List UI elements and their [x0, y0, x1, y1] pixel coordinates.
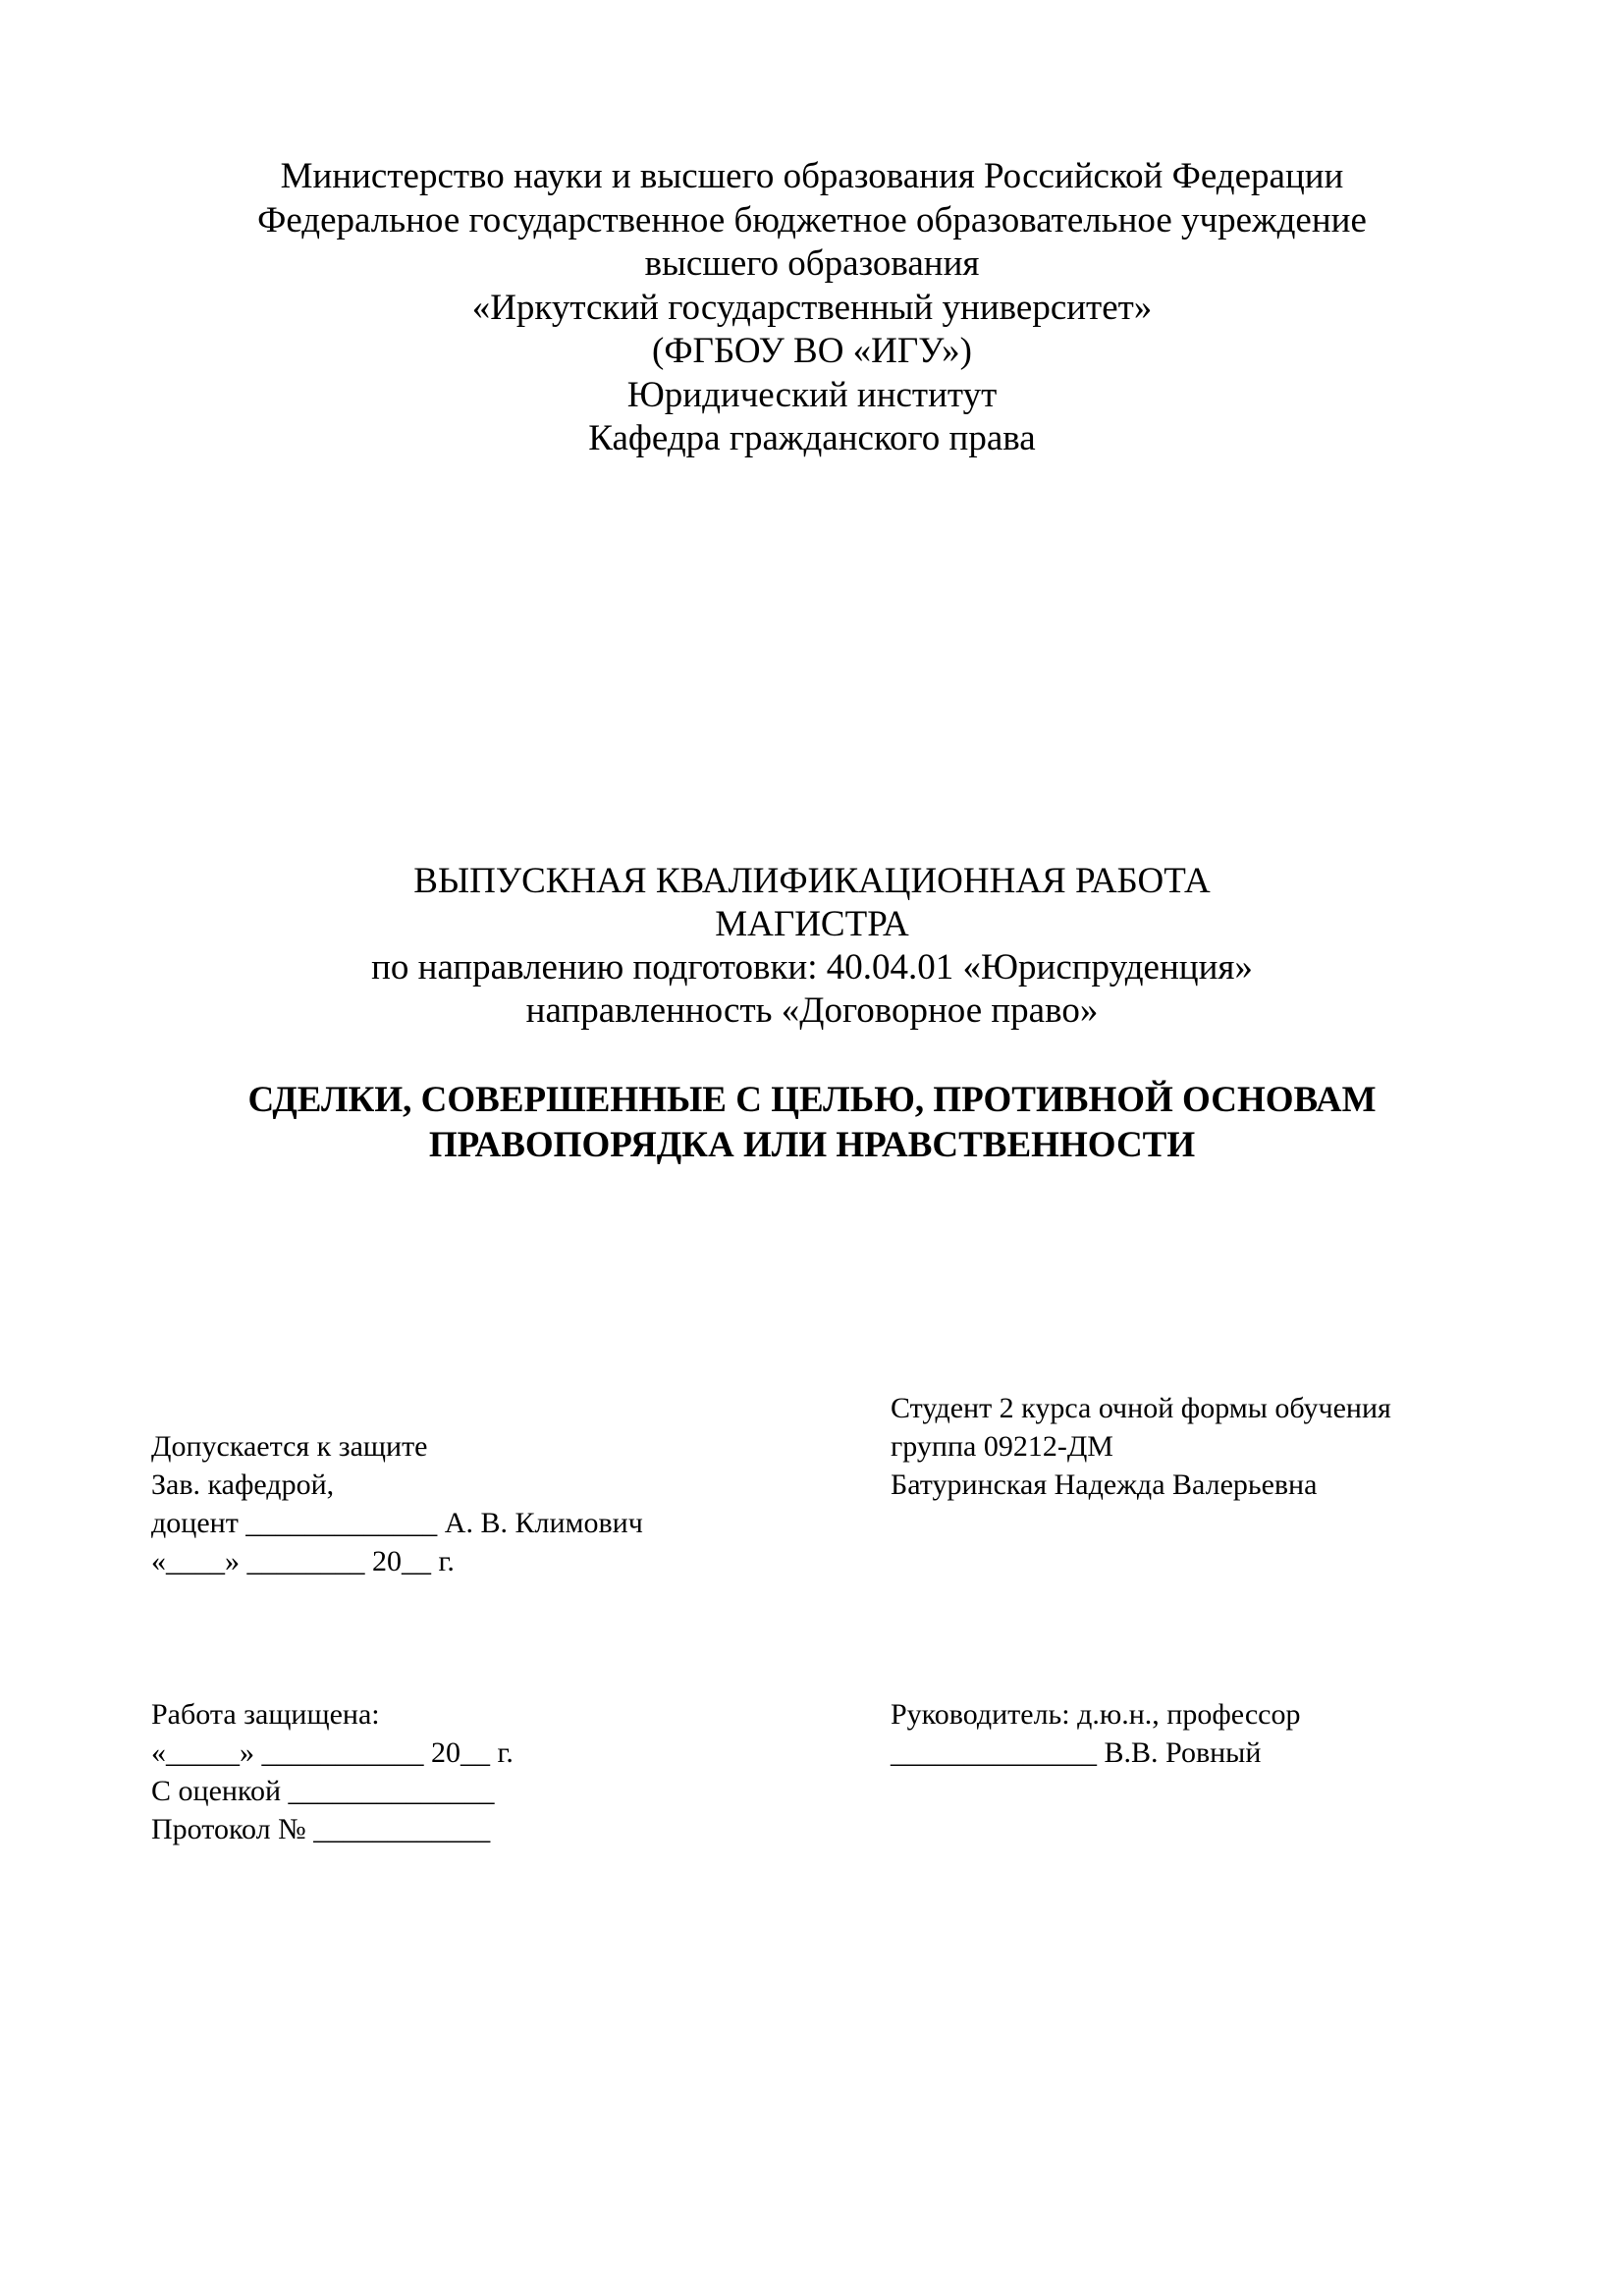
student-name-line: Батуринская Надежда Валерьевна	[891, 1468, 1318, 1501]
thesis-type-line-1: ВЫПУСКНАЯ КВАЛИФИКАЦИОННАЯ РАБОТА	[413, 861, 1211, 901]
university-name-line: «Иркутский государственный университет»	[471, 287, 1153, 328]
advisor-signature-line: ______________ В.В. Ровный	[891, 1736, 1262, 1769]
student-info-block	[891, 1389, 1391, 1504]
head-of-department-label: Зав. кафедрой,	[151, 1468, 335, 1501]
admission-date-line: «____» ________ 20__ г.	[151, 1545, 455, 1577]
education-level-line: высшего образования	[644, 243, 980, 284]
grade-line: С оценкой ______________	[151, 1775, 495, 1807]
student-group-line: группа 09212-ДМ	[891, 1430, 1113, 1463]
study-direction: по направлению подготовки: 40.04.01 «Юриспруденция»	[371, 947, 1253, 988]
thesis-title	[0, 1078, 1624, 1168]
head-of-department-signature-line: доцент _____________ А. В. Климович	[151, 1507, 643, 1539]
thesis-type-line-2: МАГИСТРА	[715, 904, 909, 944]
admission-title: Допускается к защите	[151, 1430, 428, 1463]
student-course-line: Студент 2 курса очной формы обучения	[891, 1392, 1391, 1424]
advisor-block	[891, 1695, 1300, 1772]
institute-line: Юридический институт	[626, 374, 998, 415]
thesis-title-line-2: ПРАВОПОРЯДКА ИЛИ НРАВСТВЕННОСТИ	[428, 1125, 1196, 1165]
protocol-line: Протокол № ____________	[151, 1813, 491, 1845]
university-abbreviation-line: (ФГБОУ ВО «ИГУ»)	[652, 331, 972, 371]
thesis-type-block	[0, 860, 1624, 1033]
study-specialization: направленность «Договорное право»	[525, 990, 1099, 1031]
admission-block	[151, 1427, 643, 1580]
thesis-title-line-1: СДЕЛКИ, СОВЕРШЕННЫЕ С ЦЕЛЬЮ, ПРОТИВНОЙ ОСНОВАМ	[247, 1080, 1377, 1120]
department-line: Кафедра гражданского права	[588, 418, 1036, 458]
defense-date-line: «_____» ___________ 20__ г.	[151, 1736, 514, 1769]
advisor-title-line: Руководитель: д.ю.н., профессор	[891, 1698, 1301, 1731]
institution-type-line: Федеральное государственное бюджетное образовательное учреждение	[257, 199, 1367, 240]
ministry-line: Министерство науки и высшего образования Российской Федерации	[280, 156, 1344, 196]
defense-title: Работа защищена:	[151, 1698, 380, 1731]
institution-header	[0, 155, 1624, 461]
defense-block	[151, 1695, 514, 1848]
